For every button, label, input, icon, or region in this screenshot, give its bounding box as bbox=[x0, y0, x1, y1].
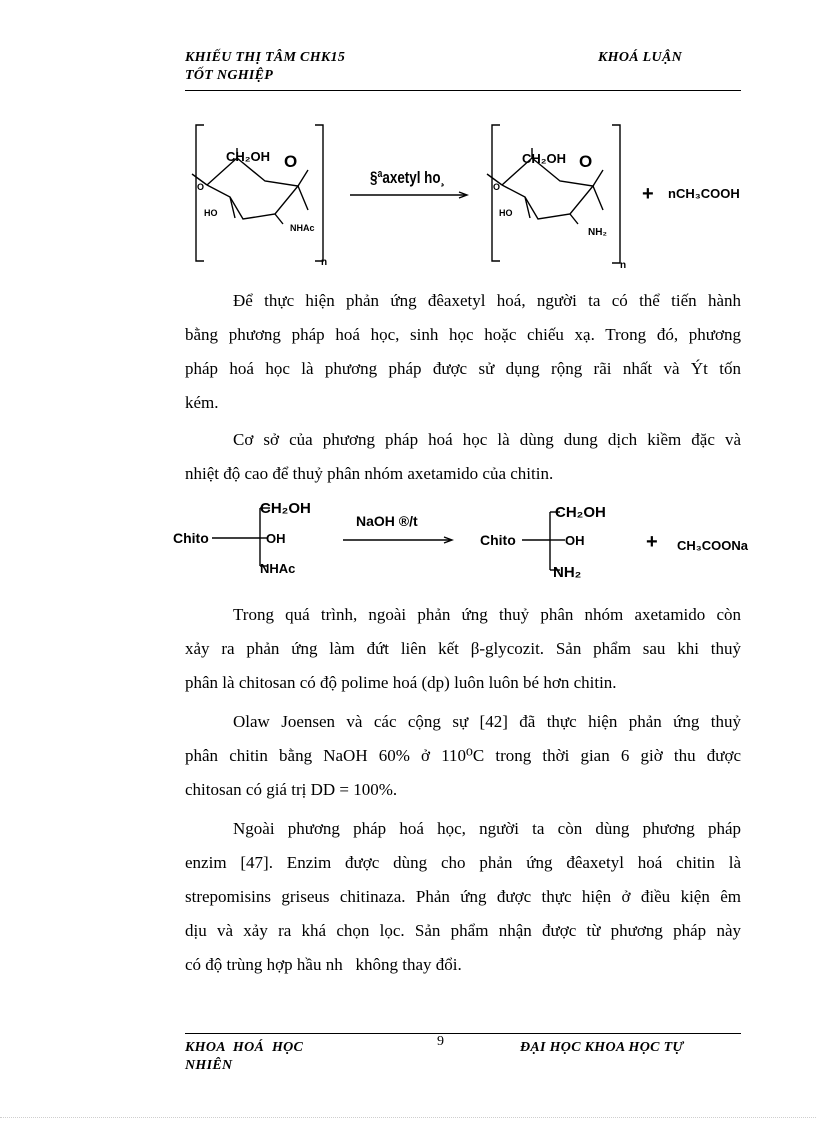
left-ho-label: HO bbox=[204, 208, 218, 218]
right-chito-label: Chito bbox=[480, 532, 516, 548]
text-line: Để thực hiện phản ứng đêaxetyl hoá, người ta có thể tiến hành bbox=[233, 291, 741, 310]
footer-rule bbox=[185, 1033, 741, 1034]
right-nh2-label: NH₂ bbox=[588, 227, 607, 238]
deacetylation-scheme bbox=[180, 118, 770, 278]
text-line: Cơ sở của phương pháp hoá học là dùng dung dịch kiềm đặc và bbox=[233, 430, 741, 449]
left-subscript-n: n bbox=[321, 257, 328, 268]
paragraph-deacetylation-methods bbox=[185, 284, 741, 420]
right-subscript-n: n bbox=[620, 260, 627, 271]
naoh-hydrolysis-scheme bbox=[170, 492, 770, 592]
header-author-cont: TỐT NGHIỆP bbox=[185, 68, 274, 83]
text-line: pháp hoá học là phương pháp được sử dụng rộng rãi nhất và Ýt tốn bbox=[185, 359, 741, 378]
right-glycosidic-o: O bbox=[493, 182, 501, 192]
text-line: Trong quá trình, ngoài phản ứng thuỷ phân nhóm axetamido còn bbox=[233, 605, 741, 624]
right-bracket-open bbox=[492, 125, 500, 261]
left-oh-group: OH bbox=[266, 531, 286, 546]
right-bracket-close bbox=[612, 125, 620, 263]
right-ring-oxygen: O bbox=[579, 152, 593, 171]
footer-faculty: KHOA HOÁ HỌC bbox=[185, 1040, 304, 1055]
text-line: phân chitin bằng NaOH 60% ở 110⁰C trong thời gian 6 giờ thu được bbox=[185, 746, 741, 765]
plus-sign-2: + bbox=[646, 531, 658, 553]
right-ch2oh-label: CH₂OH bbox=[522, 151, 567, 166]
page-number: 9 bbox=[437, 1034, 444, 1049]
left-ch2oh-label: CH₂OH bbox=[226, 149, 271, 164]
right-ho-label: HO bbox=[499, 208, 513, 218]
left-ch2oh-group: CH₂OH bbox=[260, 500, 311, 517]
right-nh2-group: NH₂ bbox=[553, 564, 582, 581]
right-oh-group: OH bbox=[565, 533, 585, 548]
text-line: enzim [47]. Enzim được dùng cho phản ứng đêaxetyl hoá chitin là bbox=[185, 853, 741, 872]
header-rule bbox=[185, 90, 741, 91]
left-glycosidic-o: O bbox=[197, 182, 205, 192]
reaction-2-condition: NaOH ®/t bbox=[356, 513, 418, 529]
footer-faculty-cont: NHIÊN bbox=[185, 1058, 233, 1073]
left-ring-oxygen: O bbox=[284, 152, 298, 171]
header-author: KHIẾU THỊ TÂM CHK15 bbox=[185, 50, 346, 65]
text-line: dịu và xảy ra khá chọn lọc. Sản phẩm nhận được từ phương pháp này bbox=[185, 921, 741, 940]
text-line: phân là chitosan có độ polime hoá (dp) luôn luôn bé hơn chitin. bbox=[185, 673, 617, 692]
text-line: bằng phương pháp hoá học, sinh học hoặc chiếu xạ. Trong đó, phương bbox=[185, 325, 741, 344]
text-line: chitosan có giá trị DD = 100%. bbox=[185, 780, 398, 799]
text-line: có độ trùng hợp hầu nh không thay đổi. bbox=[185, 955, 462, 974]
byproduct-sodium-acetate: CH₃COONa bbox=[677, 538, 749, 553]
footer-university: ĐẠI HỌC KHOA HỌC TỰ bbox=[520, 1040, 684, 1055]
header-title: KHOÁ LUẬN bbox=[598, 50, 682, 65]
text-line: nhiệt độ cao để thuỷ phân nhóm axetamido của chitin. bbox=[185, 464, 554, 483]
text-line: Olaw Joensen và các cộng sự [42] đã thực hiện phản ứng thuỷ bbox=[233, 712, 741, 731]
byproduct-acetic-acid: nCH₃COOH bbox=[668, 186, 740, 201]
page-edge-divider bbox=[0, 1117, 816, 1118]
left-bracket-open bbox=[196, 125, 204, 261]
left-chito-label: Chito bbox=[173, 530, 209, 546]
left-nhac-label: NHAc bbox=[290, 223, 315, 233]
paragraph-joensen-study bbox=[185, 705, 741, 807]
reaction-1-condition: §ªaxetyl ho¸ bbox=[370, 168, 445, 187]
text-line: Ngoài phương pháp hoá học, người ta còn dùng phương pháp bbox=[233, 819, 741, 838]
text-line: xảy ra phản ứng làm đứt liên kết β-glycozit. Sản phẩm sau khi thuỷ bbox=[185, 639, 741, 658]
paragraph-chemical-basis bbox=[185, 423, 741, 491]
paragraph-enzyme-method bbox=[185, 812, 741, 982]
left-bracket-close bbox=[315, 125, 323, 261]
left-nhac-group: NHAc bbox=[260, 561, 296, 576]
text-line: strepomisins griseus chitinaza. Phản ứng được thực hiện ở điều kiện êm bbox=[185, 887, 741, 906]
plus-sign-1: + bbox=[642, 183, 654, 205]
paragraph-glycoside-cleavage bbox=[185, 598, 741, 700]
right-ch2oh-group: CH₂OH bbox=[555, 504, 606, 521]
text-line: kém. bbox=[185, 393, 219, 412]
